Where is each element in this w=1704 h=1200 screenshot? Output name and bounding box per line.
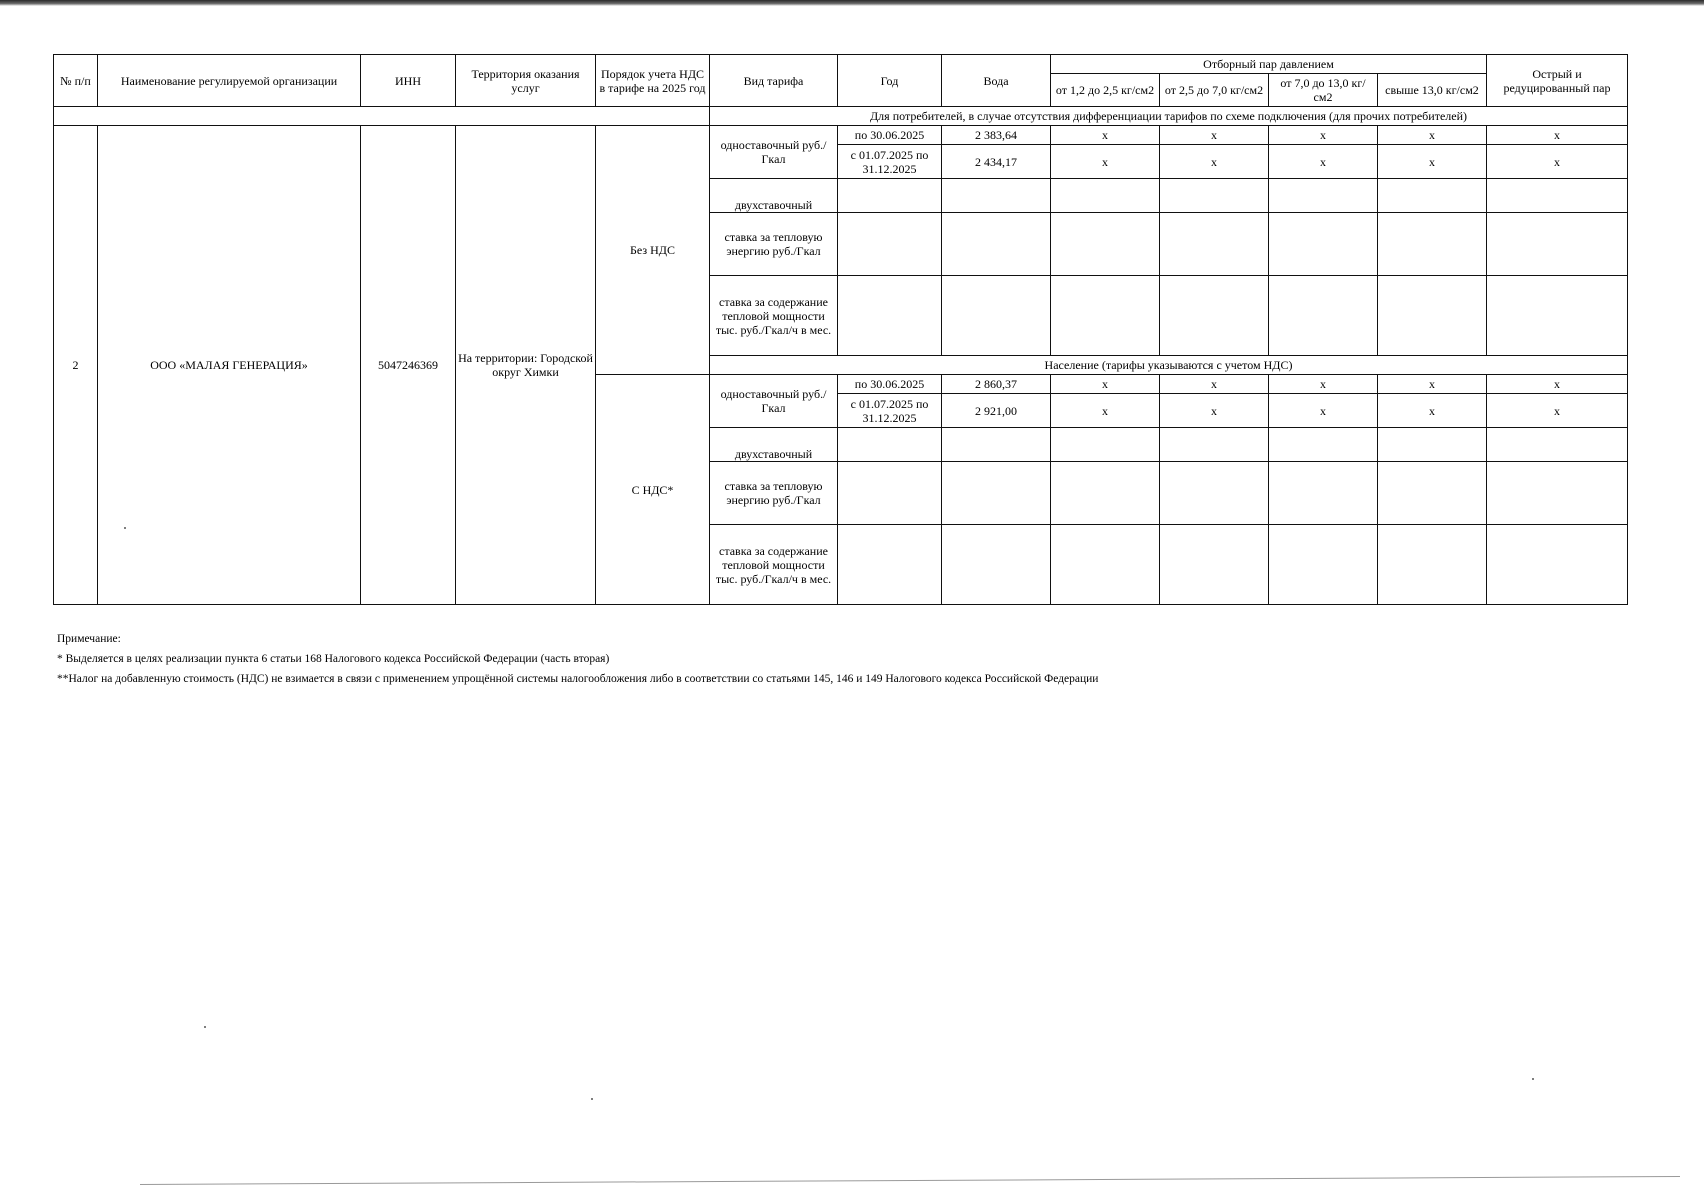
empty-cell (1378, 428, 1487, 462)
empty-cell (1487, 179, 1628, 213)
empty-cell (1051, 213, 1160, 276)
empty-cell (1487, 428, 1628, 462)
note-2: **Налог на добавленную стоимость (НДС) не взимается в связи с применением упрощённой системы налогообложения либо в соответствии со статьями 145, 146 и 149 Налогового кодекса Российской Федерации (57, 673, 1099, 685)
empty-cell (1487, 276, 1628, 356)
tariff-double: двухставочный (710, 179, 838, 213)
empty-cell (942, 276, 1051, 356)
empty-cell (1160, 462, 1269, 525)
water-value: 2 921,00 (942, 394, 1051, 428)
empty-cell (1487, 525, 1628, 605)
notes-title: Примечание: (57, 633, 121, 645)
empty-cell (1051, 179, 1160, 213)
empty-cell (1378, 525, 1487, 605)
header-inn: ИНН (361, 55, 456, 107)
header-org: Наименование регулируемой организации (98, 55, 361, 107)
tariff-capacity-rate: ставка за содержание тепловой мощности тыс. руб./Гкал/ч в мес. (710, 276, 838, 356)
water-value: 2 383,64 (942, 126, 1051, 145)
row-num: 2 (54, 126, 98, 605)
header-num: № п/п (54, 55, 98, 107)
mark-cell: x (1051, 126, 1160, 145)
header-water: Вода (942, 55, 1051, 107)
section-other-label: Для потребителей, в случае отсутствия дифференциации тарифов по схеме подключения (для прочих потребителей) (710, 107, 1628, 126)
mark-cell: x (1487, 126, 1628, 145)
mark-cell: x (1487, 145, 1628, 179)
scan-artifact-dot (204, 1026, 206, 1028)
header-steam-1: от 1,2 до 2,5 кг/см2 (1051, 74, 1160, 107)
header-steam-group: Отборный пар давлением (1051, 55, 1487, 74)
vat-without: Без НДС (596, 126, 710, 375)
water-value: 2 860,37 (942, 375, 1051, 394)
header-row (54, 55, 1628, 74)
empty-cell (1378, 276, 1487, 356)
section-gap (54, 107, 710, 126)
empty-cell (1160, 179, 1269, 213)
header-sharp-steam: Острый и редуцированный пар (1487, 55, 1628, 107)
empty-cell (1487, 213, 1628, 276)
empty-cell (1051, 276, 1160, 356)
scan-artifact-line (140, 1176, 1680, 1185)
header-steam-3: от 7,0 до 13,0 кг/см2 (1269, 74, 1378, 107)
scan-artifact-dot (124, 527, 126, 529)
mark-cell: x (1378, 394, 1487, 428)
mark-cell: x (1487, 375, 1628, 394)
empty-cell (1051, 525, 1160, 605)
mark-cell: x (1051, 145, 1160, 179)
header-year: Год (838, 55, 942, 107)
notes-block (57, 632, 1098, 692)
scan-artifact-dot (1532, 1078, 1534, 1080)
period-cell: с 01.07.2025 по 31.12.2025 (838, 394, 942, 428)
period-cell: с 01.07.2025 по 31.12.2025 (838, 145, 942, 179)
tariff-capacity-rate: ставка за содержание тепловой мощности тыс. руб./Гкал/ч в мес. (710, 525, 838, 605)
mark-cell: x (1378, 126, 1487, 145)
empty-cell (838, 462, 942, 525)
empty-cell (1160, 213, 1269, 276)
empty-cell (1160, 525, 1269, 605)
mark-cell: x (1269, 375, 1378, 394)
scan-edge-shadow (0, 0, 1704, 6)
empty-cell (1378, 462, 1487, 525)
empty-cell (1269, 179, 1378, 213)
empty-cell (1160, 276, 1269, 356)
mark-cell: x (1160, 375, 1269, 394)
empty-cell (942, 179, 1051, 213)
section-population-label: Население (тарифы указываются с учетом НДС) (710, 356, 1628, 375)
tariff-heat-rate: ставка за тепловую энергию руб./Гкал (710, 213, 838, 276)
empty-cell (1378, 213, 1487, 276)
empty-cell (1269, 525, 1378, 605)
empty-cell (838, 525, 942, 605)
empty-cell (942, 213, 1051, 276)
mark-cell: x (1378, 375, 1487, 394)
empty-cell (838, 428, 942, 462)
scan-artifact-dot (591, 1098, 593, 1100)
mark-cell: x (1160, 126, 1269, 145)
row-territory: На территории: Городской округ Химки (456, 126, 596, 605)
tariff-heat-rate: ставка за тепловую энергию руб./Гкал (710, 462, 838, 525)
mark-cell: x (1269, 126, 1378, 145)
row-inn: 5047246369 (361, 126, 456, 605)
period-cell: по 30.06.2025 (838, 126, 942, 145)
period-cell: по 30.06.2025 (838, 375, 942, 394)
tariff-double: двухставочный (710, 428, 838, 462)
empty-cell (838, 179, 942, 213)
water-value: 2 434,17 (942, 145, 1051, 179)
empty-cell (1487, 462, 1628, 525)
empty-cell (1269, 462, 1378, 525)
mark-cell: x (1051, 394, 1160, 428)
mark-cell: x (1269, 394, 1378, 428)
empty-cell (942, 428, 1051, 462)
header-steam-2: от 2,5 до 7,0 кг/см2 (1160, 74, 1269, 107)
mark-cell: x (1487, 394, 1628, 428)
mark-cell: x (1269, 145, 1378, 179)
header-territory: Территория оказания услуг (456, 55, 596, 107)
tariff-table (53, 54, 1628, 605)
empty-cell (1269, 428, 1378, 462)
header-tariff-type: Вид тарифа (710, 55, 838, 107)
empty-cell (838, 276, 942, 356)
section-row-other (54, 107, 1628, 126)
empty-cell (942, 462, 1051, 525)
header-vat-order: Порядок учета НДС в тарифе на 2025 год (596, 55, 710, 107)
row-org: ООО «МАЛАЯ ГЕНЕРАЦИЯ» (98, 126, 361, 605)
mark-cell: x (1051, 375, 1160, 394)
tariff-single: одноставочный руб./Гкал (710, 126, 838, 179)
tariff-single: одноставочный руб./Гкал (710, 375, 838, 428)
empty-cell (1051, 462, 1160, 525)
empty-cell (1160, 428, 1269, 462)
vat-with: С НДС* (596, 375, 710, 605)
empty-cell (1378, 179, 1487, 213)
mark-cell: x (1160, 145, 1269, 179)
empty-cell (1269, 276, 1378, 356)
mark-cell: x (1378, 145, 1487, 179)
empty-cell (1269, 213, 1378, 276)
empty-cell (1051, 428, 1160, 462)
mark-cell: x (1160, 394, 1269, 428)
table-row (54, 126, 1628, 145)
note-1: * Выделяется в целях реализации пункта 6 статьи 168 Налогового кодекса Российской Федерации (часть вторая) (57, 653, 610, 665)
empty-cell (838, 213, 942, 276)
header-steam-4: свыше 13,0 кг/см2 (1378, 74, 1487, 107)
empty-cell (942, 525, 1051, 605)
